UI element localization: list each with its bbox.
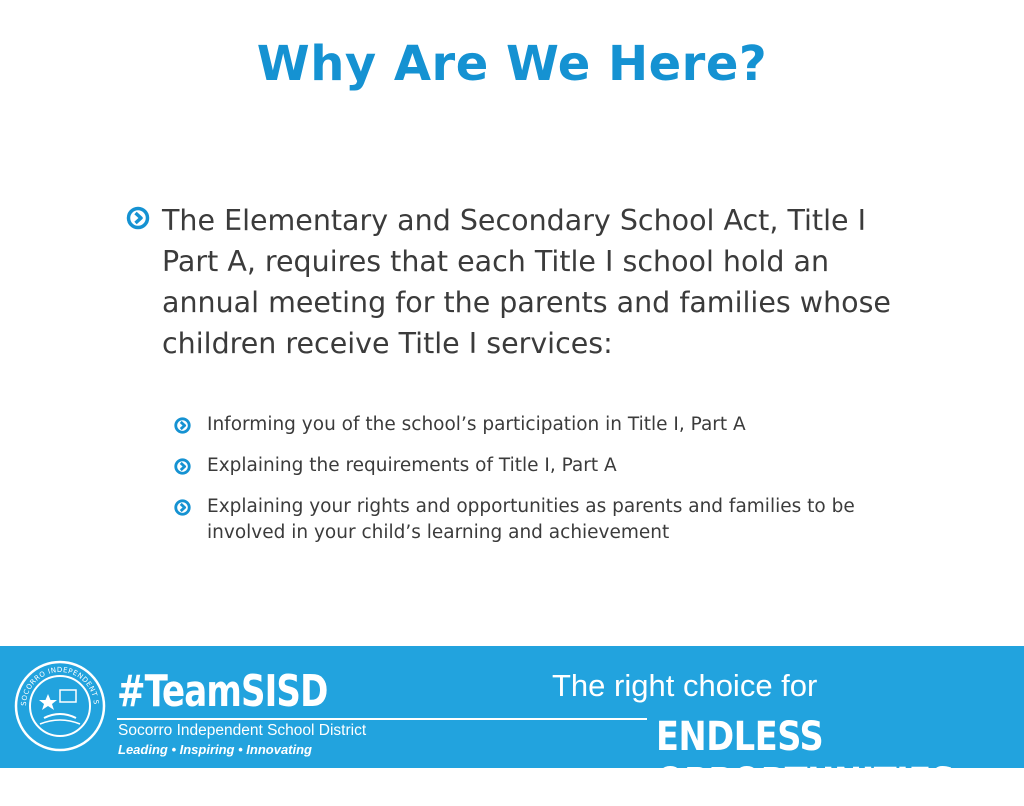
district-seal-logo: [14, 660, 106, 756]
circled-chevron-bullet-icon: [174, 417, 191, 438]
circled-chevron-bullet-icon: [126, 206, 150, 234]
sub-bullet-item: [174, 412, 914, 438]
footer-divider: [117, 718, 647, 720]
circled-chevron-bullet-icon: [174, 458, 191, 479]
sub-bullet-list: [174, 412, 914, 561]
sub-bullet-text: Explaining your rights and opportunities as parents and families to be involved in your child’s learning and achievement: [207, 496, 855, 543]
sub-bullet-text: Informing you of the school’s participation in Title I, Part A: [207, 414, 746, 435]
sub-bullet-item: [174, 453, 914, 479]
sub-bullet-item: [174, 494, 914, 546]
sub-bullet-text: Explaining the requirements of Title I, Part A: [207, 455, 617, 476]
seal-text: SOCORRO INDEPENDENT S: [19, 665, 101, 707]
hashtag-team-sisd: #TeamSISD: [117, 666, 328, 717]
tagline-line-2: ENDLESS OPPORTUNITIES.: [656, 714, 968, 806]
district-name: Socorro Independent School District: [118, 722, 367, 739]
slide-title: Why Are We Here?: [256, 36, 768, 92]
district-motto: Leading • Inspiring • Innovating: [118, 742, 312, 757]
footer-banner: [0, 646, 1024, 806]
circled-chevron-bullet-icon: [174, 499, 191, 520]
tagline-line-1: The right choice for: [552, 668, 818, 703]
main-bullet: [126, 200, 896, 364]
svg-text:SOCORRO INDEPENDENT SCHOOL DIS: [14, 660, 100, 706]
main-bullet-text: The Elementary and Secondary School Act, Title I Part A, requires that each Title I school hold an annual meeting for the parents and families whose children receive Title I services:: [162, 204, 891, 360]
